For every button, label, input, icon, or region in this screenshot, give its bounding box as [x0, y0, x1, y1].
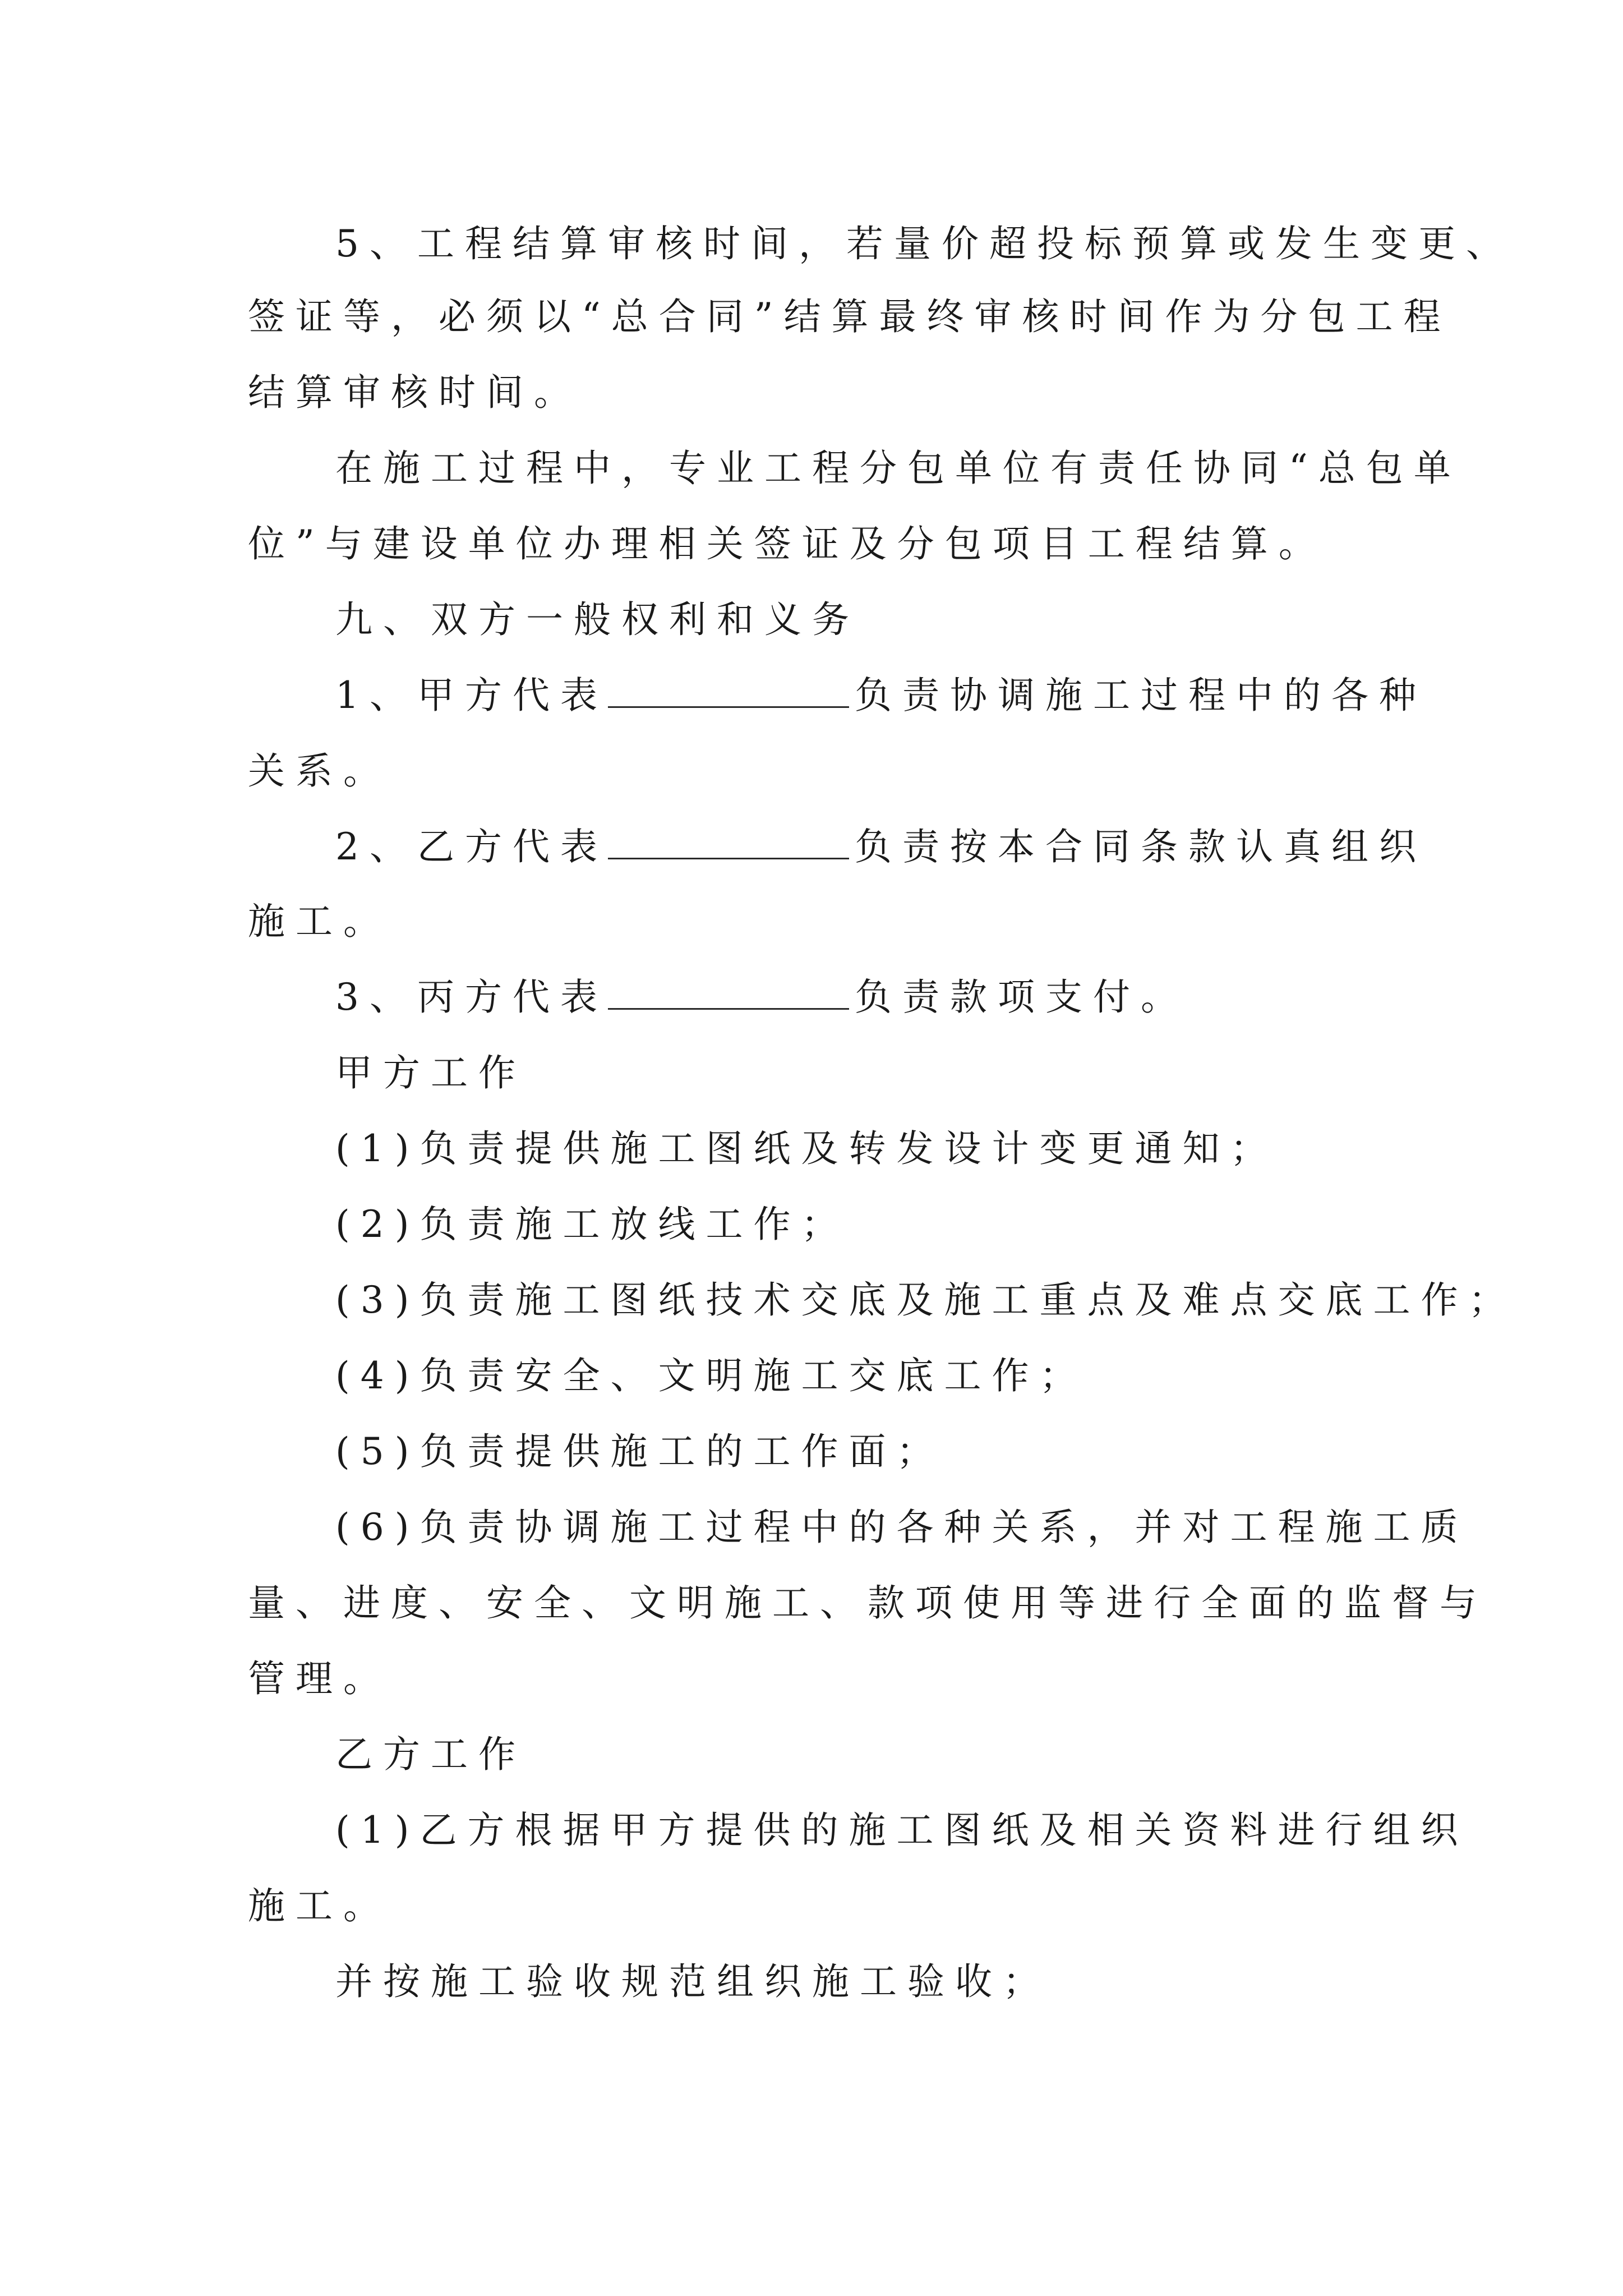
line-text: 签证等，必须以“总合同”结算最终审核时间作为分包工程 [248, 295, 1451, 338]
list-item [335, 1805, 1469, 1856]
line-text: 关系。 [248, 749, 391, 793]
line-text: 负责按本合同条款认真组织 [855, 825, 1427, 868]
paragraph-line [248, 1881, 391, 1931]
line-text: 结算审核时间。 [248, 371, 582, 414]
list-item [335, 1427, 944, 1477]
paragraph-line [335, 443, 1461, 494]
paragraph-line [335, 822, 1427, 872]
line-text: (6)负责协调施工过程中的各种关系，并对工程施工质 [335, 1506, 1469, 1549]
list-item [335, 1275, 1516, 1326]
paragraph-line [248, 896, 391, 947]
list-item [335, 1199, 849, 1250]
line-text: 管理。 [248, 1657, 391, 1700]
line-text: (1)乙方根据甲方提供的施工图纸及相关资料进行组织 [335, 1809, 1469, 1852]
line-text: 在施工过程中，专业工程分包单位有责任协同“总包单 [335, 447, 1461, 490]
line-text: 九、双方一般权利和义务 [335, 598, 860, 641]
paragraph-line [335, 972, 1188, 1023]
fill-in-blank [608, 671, 849, 708]
fill-in-blank [608, 973, 849, 1010]
line-text: 并按施工验收规范组织施工验收； [335, 1960, 1050, 2003]
line-text: 负责协调施工过程中的各种 [855, 674, 1427, 717]
line-text: 位”与建设单位办理相关签证及分包项目工程结算。 [248, 522, 1326, 565]
paragraph-line [248, 367, 582, 418]
list-item [335, 1502, 1469, 1553]
paragraph-line [335, 219, 1514, 269]
paragraph-line [248, 519, 1326, 569]
line-text: 量、进度、安全、文明施工、款项使用等进行全面的监督与 [248, 1581, 1487, 1625]
list-item [335, 1351, 1087, 1401]
paragraph-line [248, 746, 391, 797]
line-text: 乙方工作 [335, 1733, 526, 1776]
line-text: 施工。 [248, 900, 391, 943]
paragraph-line [335, 670, 1427, 721]
line-text: (3)负责施工图纸技术交底及施工重点及难点交底工作； [335, 1278, 1516, 1322]
line-text: (5)负责提供施工的工作面； [335, 1430, 944, 1473]
line-text: 负责款项支付。 [855, 976, 1188, 1019]
section-heading [335, 1729, 526, 1780]
fill-in-blank [608, 823, 849, 859]
line-text: 施工。 [248, 1884, 391, 1927]
line-text: (1)负责提供施工图纸及转发设计变更通知； [335, 1127, 1278, 1170]
section-heading [335, 595, 860, 645]
paragraph-line [248, 1654, 391, 1704]
paragraph-line [335, 1957, 1050, 2007]
section-heading [335, 1048, 526, 1098]
line-text: (4)负责安全、文明施工交底工作； [335, 1354, 1087, 1397]
paragraph-line [248, 292, 1451, 342]
line-text: (2)负责施工放线工作； [335, 1203, 849, 1246]
list-item [335, 1124, 1278, 1174]
paragraph-line [248, 1578, 1487, 1628]
line-text: 5、工程结算审核时间，若量价超投标预算或发生变更、 [335, 222, 1514, 265]
line-text: 3、丙方代表 [335, 976, 608, 1019]
line-text: 甲方工作 [335, 1051, 526, 1094]
line-text: 1、甲方代表 [335, 674, 608, 717]
line-text: 2、乙方代表 [335, 825, 608, 868]
